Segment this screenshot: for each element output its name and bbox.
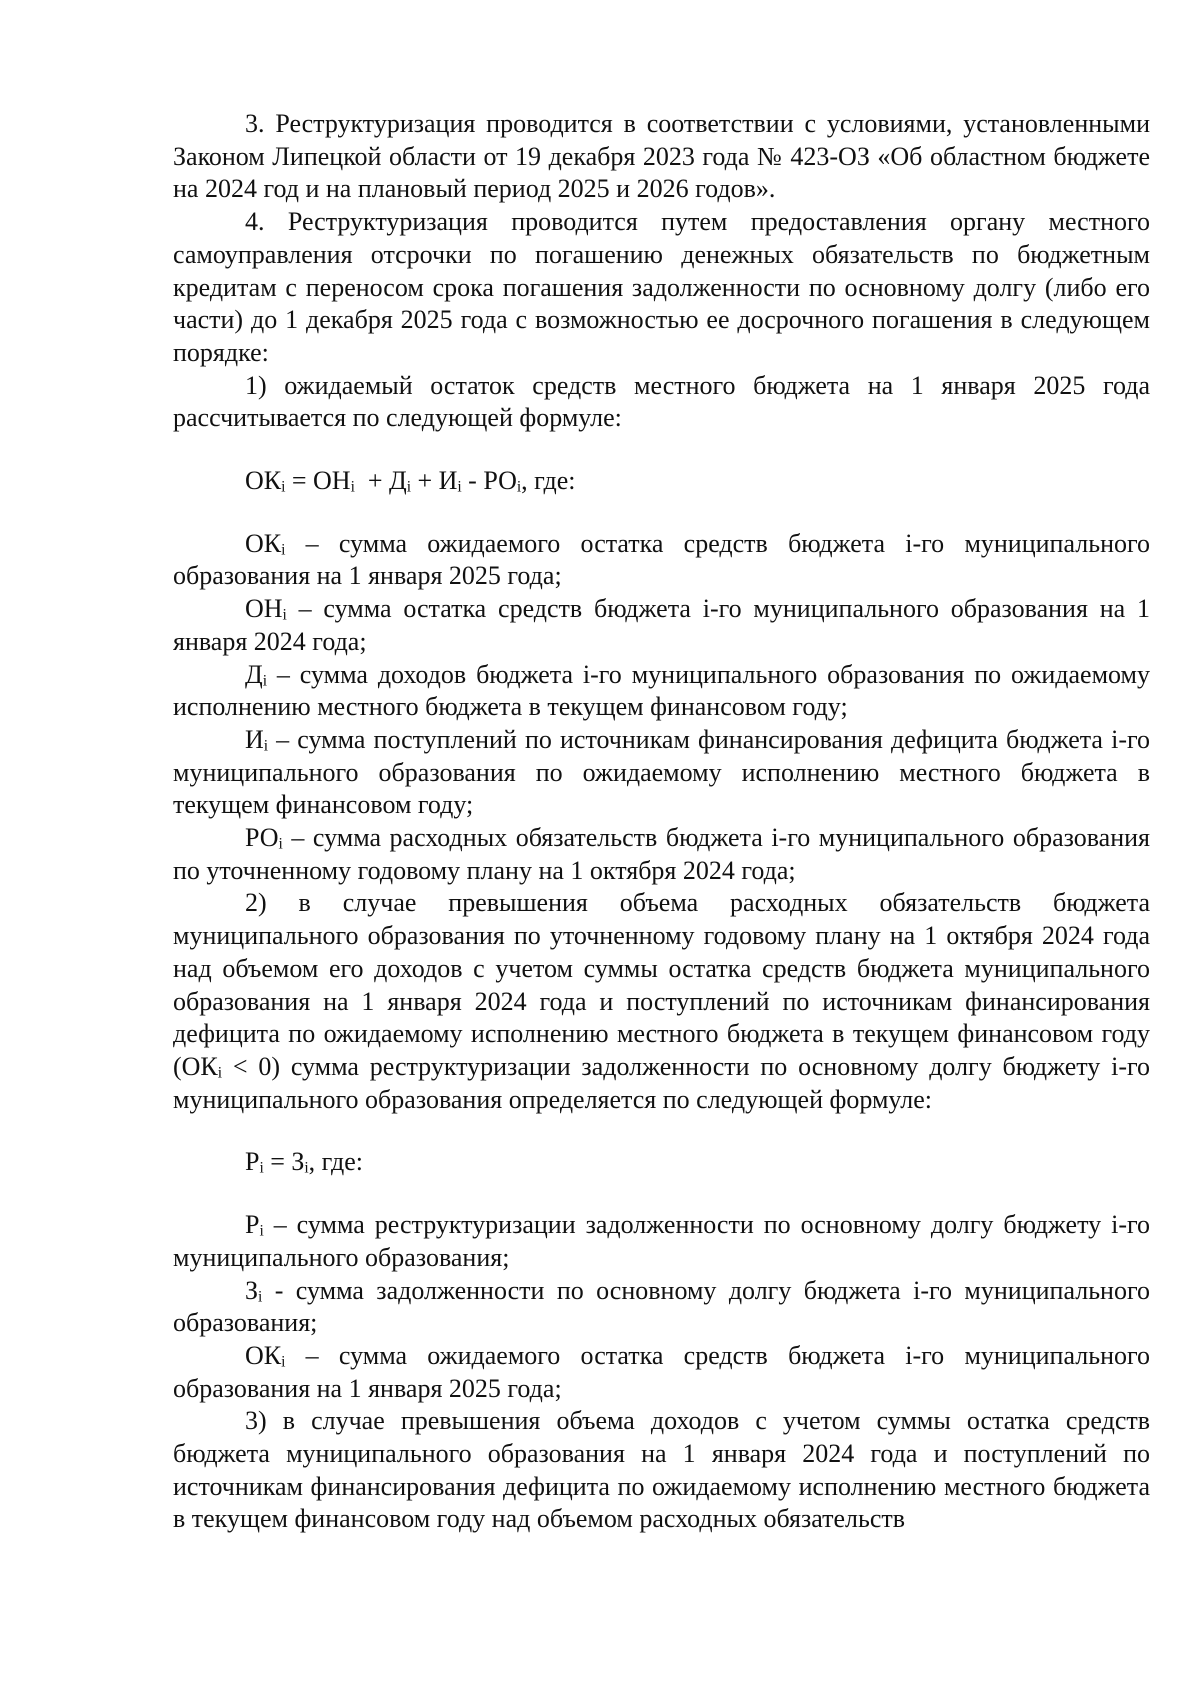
definition-ok-2: ОКᵢ – сумма ожидаемого остатка средств бюджета i-го муниципального образования на 1 января 2025 года; [173,1340,1150,1403]
formula-ok: ОКᵢ = ОНᵢ + Дᵢ + Иᵢ - РОᵢ, где: [245,466,576,496]
definition-ok: ОКᵢ – сумма ожидаемого остатка средств бюджета i-го муниципального образования на 1 января 2025 года; [173,528,1150,591]
definition-ro: РОᵢ – сумма расходных обязательств бюджета i-го муниципального образования по уточненному годовому плану на 1 октября 2024 года; [173,823,1150,885]
item-3: 3) в случае превышения объема доходов с учетом суммы остатка средств бюджета муниципального образования на 1 января 2024 года и поступлений по источникам финансирования дефицита по ожидаемому исполнению местного бюджета в текущем финансовом году над объемом расходных обязательств [173,1406,1150,1534]
definition-z: Зᵢ - сумма задолженности по основному долгу бюджета i-го муниципального образования; [173,1275,1150,1338]
document-page [173,108,1150,1536]
formula-r: Рᵢ = Зᵢ, где: [245,1147,364,1177]
paragraph-4: 4. Реструктуризация проводится путем предоставления органу местного самоуправления отсрочки по погашению денежных обязательств по бюджетным кредитам с переносом срока погашения задолженности по основному долгу (либо его части) до 1 декабря 2025 года с возможностью ее досрочного погашения в следующем порядке: [173,207,1150,367]
definition-d: Дᵢ – сумма доходов бюджета i-го муниципального образования по ожидаемому исполнению местного бюджета в текущем финансовом году; [173,659,1150,722]
item-2: 2) в случае превышения объема расходных обязательств бюджета муниципального образования по уточненному годовому плану на 1 октября 2024 года над объемом его доходов с учетом суммы остатка средств бюджета муниципального образования на 1 января 2024 года и поступлений по источникам финансирования дефицита по ожидаемому исполнению местного бюджета в текущем финансовом году (ОКᵢ < 0) сумма реструктуризации задолженности по основному долгу бюджету i-го муниципального образования определяется по следующей формуле: [173,888,1150,1114]
definition-on: ОНᵢ – сумма остатка средств бюджета i-го муниципального образования на 1 января 2024 года; [173,594,1150,656]
item-1: 1) ожидаемый остаток средств местного бюджета на 1 января 2025 года рассчитывается по следующей формуле: [173,370,1150,433]
paragraph-3: 3. Реструктуризация проводится в соответствии с условиями, установленными Законом Липецкой области от 19 декабря 2023 года № 423-ОЗ «Об областном бюджете на 2024 год и на плановый период 2025 и 2026 годов». [173,109,1150,204]
definition-r: Рᵢ – сумма реструктуризации задолженности по основному долгу бюджету i-го муниципального образования; [173,1210,1150,1272]
definition-i: Иᵢ – сумма поступлений по источникам финансирования дефицита бюджета i-го муниципального образования по ожидаемому исполнению местного бюджета в текущем финансовом году; [173,724,1150,820]
